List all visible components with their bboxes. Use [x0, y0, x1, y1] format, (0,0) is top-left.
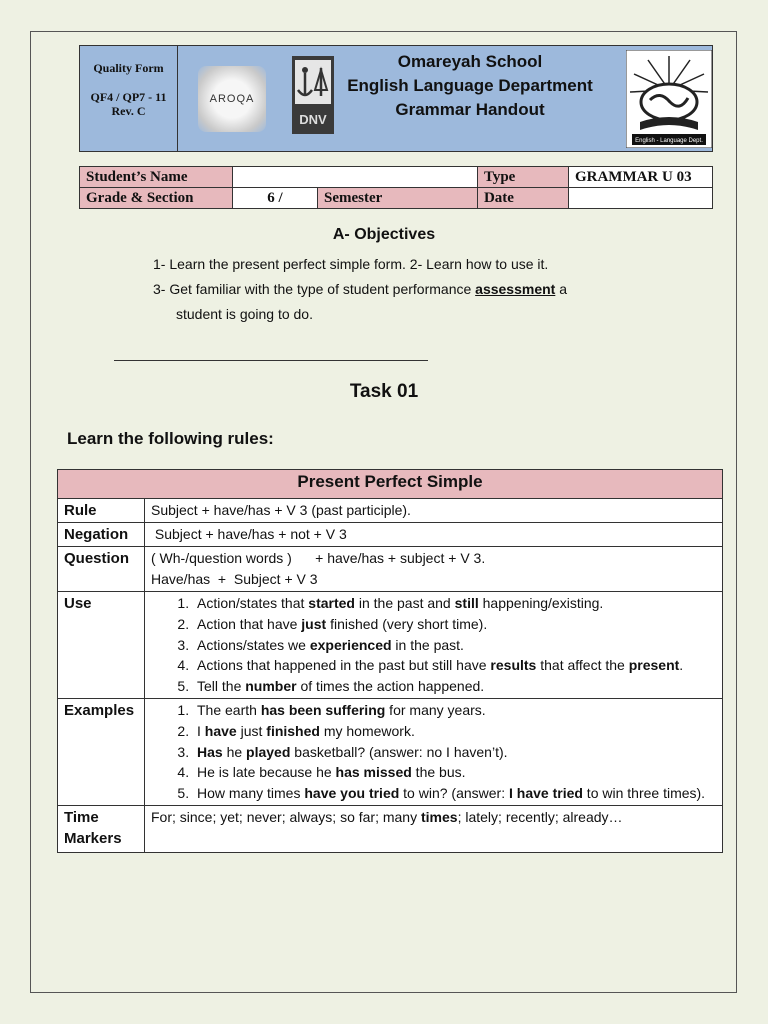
type-value: GRAMMAR U 03: [568, 167, 712, 188]
time-markers-pre: For; since; yet; never; always; so far; many: [151, 808, 421, 825]
list-item: 3. Actions/states we experienced in the past.: [193, 635, 716, 656]
table-row: [58, 499, 723, 523]
list-item: 1. Action/states that started in the past and still happening/existing.: [193, 593, 716, 614]
student-name-field[interactable]: [233, 167, 478, 188]
time-markers-post: ; lately; recently; already…: [457, 808, 623, 825]
examples-label: Examples: [58, 698, 145, 805]
negation-text: Subject + have/has + not + V 3: [145, 523, 723, 547]
times-word: times: [421, 808, 458, 825]
list-item: 5. How many times have you tried to win? (answer: I have tried to win three times).: [193, 783, 716, 804]
list-item: 3. Has he played basketball? (answer: no I haven’t).: [193, 742, 716, 763]
objective-line-2: [153, 281, 567, 297]
list-item: 4. He is late because he has missed the bus.: [193, 762, 716, 783]
task-title: Task 01: [349, 381, 419, 402]
question-line-2: Have/has + Subject + V 3: [151, 571, 318, 587]
examples-list: [151, 700, 716, 804]
question-cell: [145, 547, 723, 592]
dnv-logo-text: DNV: [299, 112, 327, 127]
date-label: Date: [477, 188, 568, 209]
divider-line: [114, 360, 428, 361]
learn-heading: Learn the following rules:: [67, 429, 274, 448]
student-info-table: [79, 166, 713, 209]
handout-title: Grammar Handout: [395, 100, 545, 119]
assessment-word: assessment: [475, 281, 556, 297]
dnv-logo: [292, 56, 334, 134]
use-list: [151, 593, 716, 697]
list-item: 1. The earth has been suffering for many years.: [193, 700, 716, 721]
department-name: English Language Department: [347, 76, 593, 95]
grade-section-label: Grade & Section: [80, 188, 233, 209]
grade-section-field[interactable]: 6 /: [233, 188, 318, 209]
english-dept-logo: [626, 50, 712, 148]
rule-text: Subject + have/has + V 3 (past participle).: [145, 499, 723, 523]
rules-table-title: Present Perfect Simple: [58, 470, 723, 499]
time-markers-text: [145, 805, 723, 852]
qf-line1: Quality Form: [93, 61, 164, 75]
list-item: 5. Tell the number of times the action happened.: [193, 676, 716, 697]
objective-line-2-pre: 3- Get familiar with the type of student performance: [153, 281, 476, 297]
examples-cell: [145, 698, 723, 805]
rules-table: [57, 469, 723, 853]
list-item: 4. Actions that happened in the past but still have results that affect the present.: [193, 655, 716, 676]
school-title-block: [330, 50, 610, 122]
time-label-1: Time: [64, 808, 99, 826]
logo3-caption: English - Language Dept.: [635, 138, 703, 144]
objectives-title: A- Objectives: [332, 226, 436, 243]
use-label: Use: [58, 592, 145, 699]
quality-form-box: [80, 46, 178, 151]
objective-line-1: 1- Learn the present perfect simple form. 2- Learn how to use it.: [153, 256, 549, 272]
table-row: [58, 805, 723, 852]
list-item: 2. I have just finished my homework.: [193, 721, 716, 742]
table-row: [58, 547, 723, 592]
aroqa-logo-text: AROQA: [209, 93, 255, 105]
qf-line2: QF4 / QP7 - 11: [90, 90, 167, 104]
question-label: Question: [58, 547, 145, 592]
school-name: Omareyah School: [397, 52, 543, 71]
list-item: 2. Action that have just finished (very short time).: [193, 614, 716, 635]
table-row: [58, 592, 723, 699]
student-name-label: Student’s Name: [80, 167, 233, 188]
table-row: [58, 523, 723, 547]
time-markers-label: [58, 805, 145, 852]
objective-line-2-post: a: [555, 281, 568, 297]
objective-line-3: student is going to do.: [176, 306, 313, 322]
rule-label: Rule: [58, 499, 145, 523]
type-label: Type: [477, 167, 568, 188]
header-banner: [79, 45, 713, 152]
date-field[interactable]: [568, 188, 712, 209]
semester-label: Semester: [318, 188, 478, 209]
negation-label: Negation: [58, 523, 145, 547]
use-cell: [145, 592, 723, 699]
table-row: [58, 698, 723, 805]
time-label-2: Markers: [64, 829, 122, 847]
qf-line3: Rev. C: [111, 104, 146, 118]
question-line-1: ( Wh-/question words ) + have/has + subject + V 3.: [151, 550, 486, 566]
aroqa-logo: [198, 66, 266, 132]
